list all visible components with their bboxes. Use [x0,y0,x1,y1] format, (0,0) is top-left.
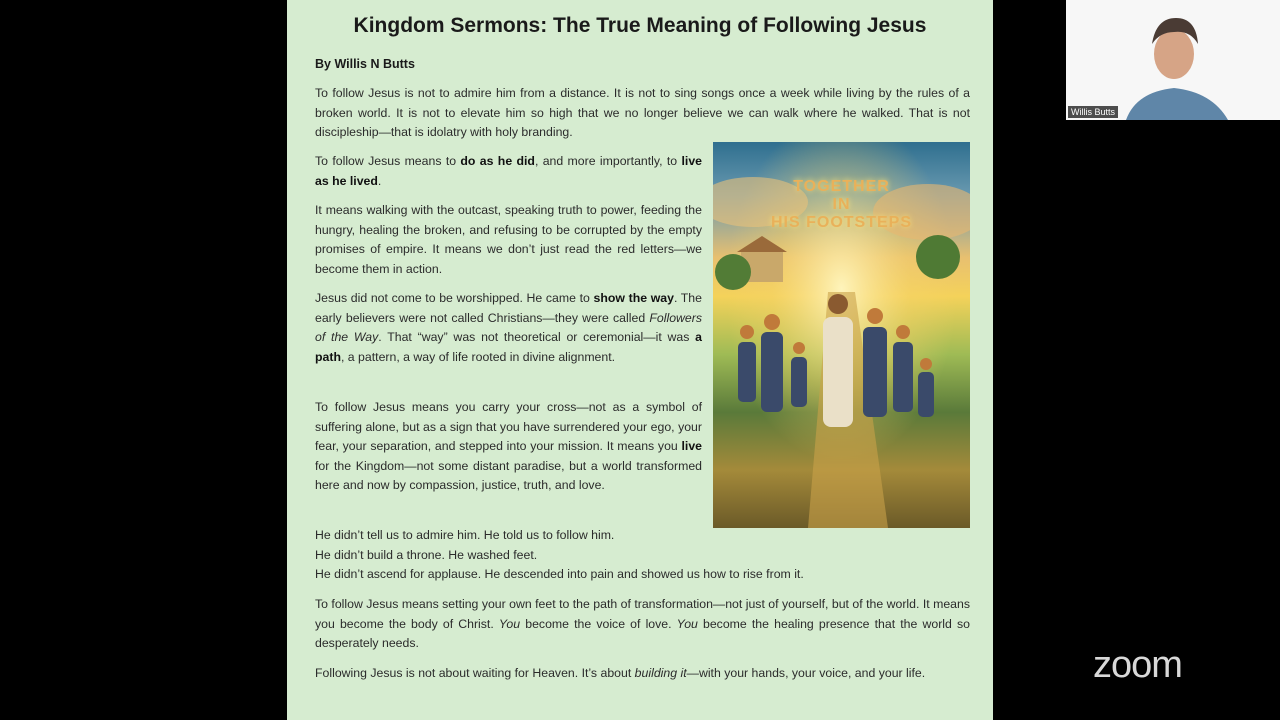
paragraph-1: To follow Jesus is not to admire him from a distance. It is not to sing songs once a week while living by the rules of a broken world. It is not to elevate him so high that we no longer believe we can walk where he walked. That is not discipleship—that is idolatry with holy branding. [315,86,970,140]
document-title: Kingdom Sermons: The True Meaning of Following Jesus [353,14,927,37]
cover-title-line: IN [832,196,851,213]
book-cover-illustration [713,142,970,528]
participant-video-tile[interactable] [1066,0,1280,120]
participant-avatar [1066,0,1280,120]
cover-title-line: TOGETHER [793,178,890,195]
cover-title-line: HIS FOOTSTEPS [770,214,912,231]
short-line: He didn’t ascend for applause. He descended into pain and showed us how to rise from it. [315,567,804,582]
short-lines [315,526,970,585]
paragraph-2: To follow Jesus means to do as he did, and more importantly, to live as he lived. [315,154,702,188]
participant-name: Willis Butts [1068,106,1118,118]
author-byline: By Willis N Butts [315,57,415,71]
zoom-logo: zoom [1093,644,1182,686]
paragraph-5: To follow Jesus means you carry your cross—not as a symbol of suffering alone, but as a sign that you have surrendered your ego, your fear, your separation, and stepped into your mission. It means you live for the Kingdom—not some distant paradise, but a world transformed here and now by compassion, justice, truth, and love. [315,400,702,493]
paragraph-6: To follow Jesus means setting your own feet to the path of transformation—not just of yourself, but of the world. It means you become the body of Christ. You become the voice of love. You become the healing presence that the world so desperately needs. [315,597,970,651]
short-line: He didn’t tell us to admire him. He told us to follow him. [315,528,615,542]
short-line: He didn’t build a throne. He washed feet. [315,547,538,562]
shared-document [287,0,993,720]
paragraph-4: Jesus did not come to be worshipped. He came to show the way. The early believers were not called Christians—they were called Followers of the Way. That “way” was not theoretical or ceremonial—it was a path, a pattern, a way of life rooted in divine alignment. [315,291,702,364]
paragraph-7: Following Jesus is not about waiting for Heaven. It’s about building it—with your hands, your voice, and your life. [315,666,926,680]
paragraph-3: It means walking with the outcast, speaking truth to power, feeding the hungry, healing the broken, and refusing to be corrupted by the empty promises of empire. It means we don’t just read the red letters—we become them in action. [315,203,702,276]
